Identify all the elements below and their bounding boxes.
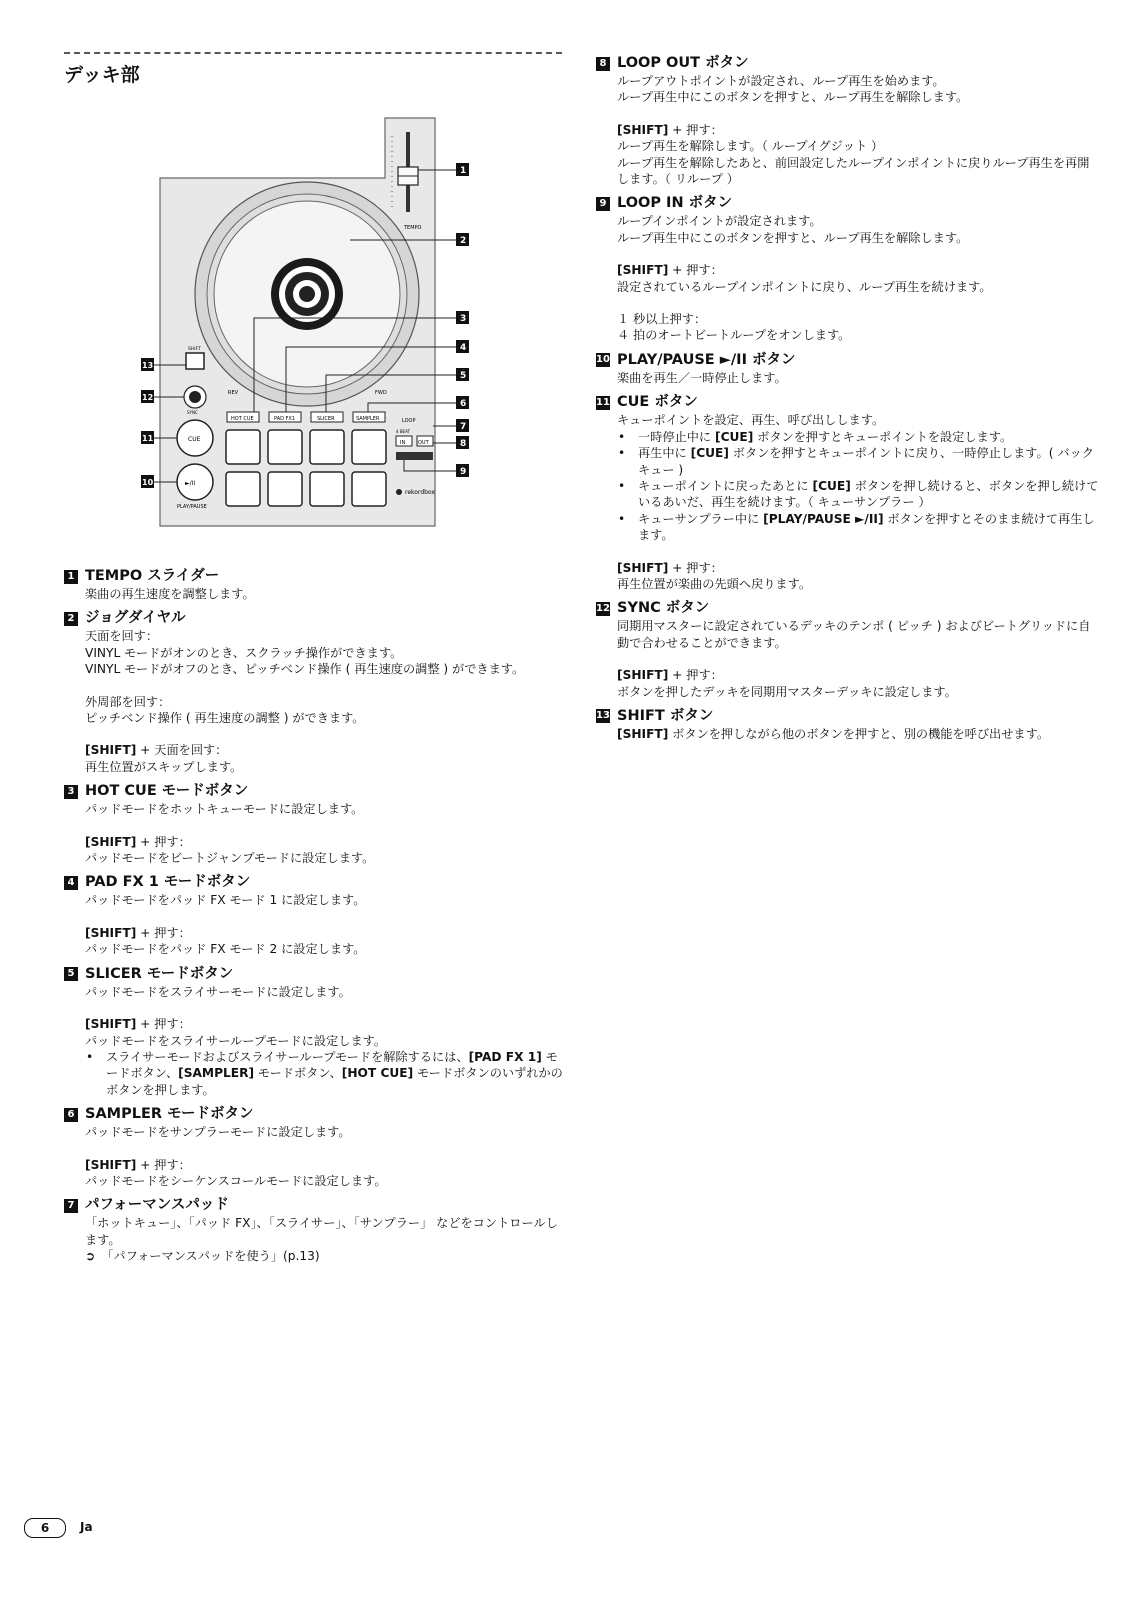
body-text: [SHIFT] + 押す： [617,668,723,683]
key-label: [SHIFT] [617,122,669,137]
bullet-item: • スライサーモードおよびスライサーループモードを解除するには、[PAD FX 1] モードボタン、[SAMPLER] モードボタン、[HOT CUE] モードボタンのいずれかのボタンを押します。 [106,1049,564,1098]
item-title: PLAY/PAUSE ►/II ボタン [617,351,796,368]
item-heading [64,965,564,984]
item-number-badge: 7 [64,1199,78,1213]
item-number-badge: 13 [596,710,610,722]
item-heading [64,782,564,801]
item-number-badge: 3 [64,785,78,799]
item-body [617,73,1101,187]
key-label: [SHIFT] [85,834,137,849]
item-body [85,801,564,866]
item-title: SYNC ボタン [617,600,710,617]
key-label: [CUE] [812,478,851,493]
svg-text:13: 13 [142,361,154,370]
cue-label: CUE [188,436,201,443]
page-number: 6 [24,1518,66,1538]
body-text: 天面を回す： [85,629,159,644]
left-column [64,567,564,1272]
body-text: パッドモードをスライサーループモードに設定します。 [85,1033,387,1048]
feature-item-2 [64,609,564,775]
item-body [617,618,1101,700]
deck-illustration [130,112,480,532]
feature-item-13 [596,707,1101,742]
body-text: １ 秒以上押す： [617,312,707,327]
jog-wheel [195,182,419,406]
body-text: パッドモードをシーケンスコールモードに設定します。 [85,1173,387,1188]
body-text: VINYL モードがオンのとき、スクラッチ操作ができます。 [85,645,403,660]
loop-in-label: IN [400,440,406,446]
item-number-badge: 12 [596,602,610,614]
svg-text:1: 1 [460,166,467,176]
tempo-label: TEMPO [404,225,422,231]
item-heading [64,609,564,628]
key-label: [SAMPLER] [178,1066,255,1081]
svg-text:11: 11 [142,434,154,443]
feature-item-4 [64,873,564,957]
key-label: [SHIFT] [85,925,137,940]
right-column [596,54,1101,749]
play-symbol: ►/II [185,480,196,487]
rev-label: REV [228,390,239,396]
item-title: LOOP OUT ボタン [617,55,749,71]
item-heading [596,54,1101,73]
key-label: [HOT CUE] [341,1066,414,1081]
item-heading [64,567,564,586]
body-text: ループ再生中にこのボタンを押すと、ループ再生を解除します。 [617,90,969,105]
item-heading [596,194,1101,213]
svg-text:6: 6 [460,399,467,409]
body-text: パッドモードをパッド FX モード 1 に設定します。 [85,893,366,908]
body-text: 同期用マスターに設定されているデッキのテンポ ( ピッチ ) およびビートグリッドに自動で合わせることができます。 [617,619,1091,650]
body-text: [SHIFT] + 押す： [617,263,723,278]
body-text: 外周部を回す： [85,694,171,709]
body-text: [SHIFT] + 押す： [617,560,723,575]
key-label: [SHIFT] [85,1157,137,1172]
body-text: [SHIFT] + 押す： [85,1157,191,1172]
bullet-item: • キューサンプラー中に [PLAY/PAUSE ►/II] ボタンを押すとそのまま続けて再生します。 [638,511,1101,544]
beat4-label: 4 BEAT [396,429,410,434]
bullet-item: • 再生中に [CUE] ボタンを押すとキューポイントに戻り、一時停止します。( バックキュー ) [638,445,1101,478]
key-label: [SHIFT] [617,726,669,741]
shift-label: SHIFT [188,347,201,352]
body-text: [SHIFT] + 押す： [617,122,723,137]
body-text: ループ再生を解除します。（ ループイグジット ） [617,139,884,154]
item-heading [596,707,1101,726]
body-text: [SHIFT] + 押す： [85,834,191,849]
key-label: [SHIFT] [617,668,669,683]
body-text: 楽曲を再生／一時停止します。 [617,370,787,385]
item-number-badge: 6 [64,1108,78,1122]
feature-item-10 [596,351,1101,386]
arrow-right-icon: ➲ [85,1249,96,1264]
item-heading [64,1196,564,1215]
key-label: [PLAY/PAUSE ►/II] [763,511,884,526]
item-title: CUE ボタン [617,394,698,411]
pad-fx1-label: PAD FX1 [274,416,296,422]
item-number-badge: 10 [596,354,610,366]
svg-text:4: 4 [460,343,467,353]
body-text: 再生位置がスキップします。 [85,759,243,774]
body-text: 楽曲の再生速度を調整します。 [85,587,255,601]
fwd-label: FWD [375,390,387,396]
feature-item-6 [64,1105,564,1189]
key-label: [SHIFT] [617,263,669,278]
item-body [617,370,1101,386]
body-text: ボタンを押したデッキを同期用マスターデッキに設定します。 [617,684,957,699]
feature-item-5 [64,965,564,1098]
section-divider [64,52,562,54]
bullet-list [85,1049,564,1098]
bullet-item: • キューポイントに戻ったあとに [CUE] ボタンを押し続けると、ボタンを押し続けているあいだ、再生を続けます。（ キューサンプラー ） [638,478,1101,511]
hot-cue-label: HOT CUE [231,416,254,422]
item-title: ジョグダイヤル [85,610,186,627]
item-number-badge: 4 [64,876,78,890]
body-text: [SHIFT] ボタンを押しながら他のボタンを押すと、別の機能を呼び出せます。 [617,726,1050,741]
play-pause-label: PLAY/PAUSE [177,504,207,510]
body-text: ループアウトポイントが設定され、ループ再生を始めます。 [617,74,945,88]
sampler-label: SAMPLER [356,416,380,422]
language-code: Ja [80,1520,93,1534]
cross-reference[interactable]: ➲ 「パフォーマンスパッドを使う」(p.13) [85,1249,320,1264]
item-number-badge: 2 [64,612,78,626]
key-label: [CUE] [690,446,729,461]
feature-item-8 [596,54,1101,187]
body-text: パッドモードをスライサーモードに設定します。 [85,984,351,999]
item-body [617,726,1101,742]
item-heading [596,599,1101,618]
item-title: SAMPLER モードボタン [85,1106,254,1123]
shift-button [186,353,204,369]
svg-text:12: 12 [142,393,154,402]
item-body [617,213,1101,343]
slicer-label: SLICER [317,416,335,422]
bullet-item: • 一時停止中に [CUE] ボタンを押すとキューポイントを設定します。 [638,429,1101,445]
body-text: キューポイントを設定、再生、呼び出しします。 [617,413,885,428]
item-body [85,1215,564,1264]
rekordbox-logo: rekordbox [405,489,435,496]
item-body [85,892,564,957]
body-text: 再生位置が楽曲の先頭へ戻ります。 [617,576,812,591]
bullet-list [617,429,1101,544]
item-number-badge: 1 [64,570,78,584]
body-text: VINYL モードがオフのとき、ピッチベンド操作 ( 再生速度の調整 ) ができます。 [85,662,525,677]
body-text: ループ再生を解除したあと、前回設定したループインポイントに戻りループ再生を再開します。（ リループ ） [617,155,1090,187]
loop-out-label: OUT [418,440,429,446]
body-text: ループ再生中にこのボタンを押すと、ループ再生を解除します。 [617,230,969,245]
body-text: 設定されているループインポイントに戻り、ループ再生を続けます。 [617,279,992,294]
item-heading [64,873,564,892]
key-label: [SHIFT] [617,560,669,575]
body-text: パッドモードをサンプラーモードに設定します。 [85,1125,351,1140]
body-text: [SHIFT] + 天面を回す： [85,743,228,758]
item-title: PAD FX 1 モードボタン [85,874,251,891]
item-title: LOOP IN ボタン [617,195,733,212]
item-heading [596,393,1101,412]
item-body [85,1124,564,1189]
sync-label: SYNC [187,410,198,415]
feature-item-7 [64,1196,564,1264]
key-label: [CUE] [715,429,754,444]
item-body [85,984,564,1098]
body-text: ４ 拍のオートビートループをオンします。 [617,328,851,343]
item-number-badge: 11 [596,396,610,408]
item-body [85,586,564,602]
loop-label: LOOP [402,418,416,424]
body-text: ループインポイントが設定されます。 [617,214,822,229]
body-text: [SHIFT] + 押す： [85,925,191,940]
key-label: [SHIFT] [85,1017,137,1032]
body-text: 「ホットキュー」、「パッド FX」、「スライサー」、「サンプラー」 などをコントロールします。 [85,1216,558,1247]
key-label: [PAD FX 1] [468,1049,542,1064]
item-title: SLICER モードボタン [85,965,234,982]
svg-text:3: 3 [460,314,467,324]
item-title: SHIFT ボタン [617,707,714,724]
svg-text:10: 10 [142,478,154,487]
feature-item-1 [64,567,564,602]
svg-text:8: 8 [460,439,467,449]
body-text: パッドモードをパッド FX モード 2 に設定します。 [85,942,366,957]
feature-item-3 [64,782,564,866]
svg-text:2: 2 [460,236,467,246]
body-text: パッドモードをビートジャンプモードに設定します。 [85,851,375,866]
svg-text:9: 9 [460,467,467,477]
item-number-badge: 9 [596,197,610,211]
page-title: デッキ部 [64,64,140,86]
item-body [85,628,564,775]
item-title: パフォーマンスパッド [85,1197,229,1214]
item-title: HOT CUE モードボタン [85,783,249,800]
item-heading [596,351,1101,370]
feature-item-11 [596,393,1101,592]
feature-item-9 [596,194,1101,343]
feature-item-12 [596,599,1101,700]
item-number-badge: 5 [64,967,78,981]
svg-text:5: 5 [460,371,467,381]
item-body [617,412,1101,592]
svg-text:7: 7 [460,422,467,432]
body-text: [SHIFT] + 押す： [85,1017,191,1032]
item-heading [64,1105,564,1124]
item-number-badge: 8 [596,57,610,71]
item-title: TEMPO スライダー [85,568,220,584]
key-label: [SHIFT] [85,743,137,758]
body-text: ピッチベンド操作 ( 再生速度の調整 ) ができます。 [85,711,365,726]
body-text: パッドモードをホットキューモードに設定します。 [85,802,364,817]
